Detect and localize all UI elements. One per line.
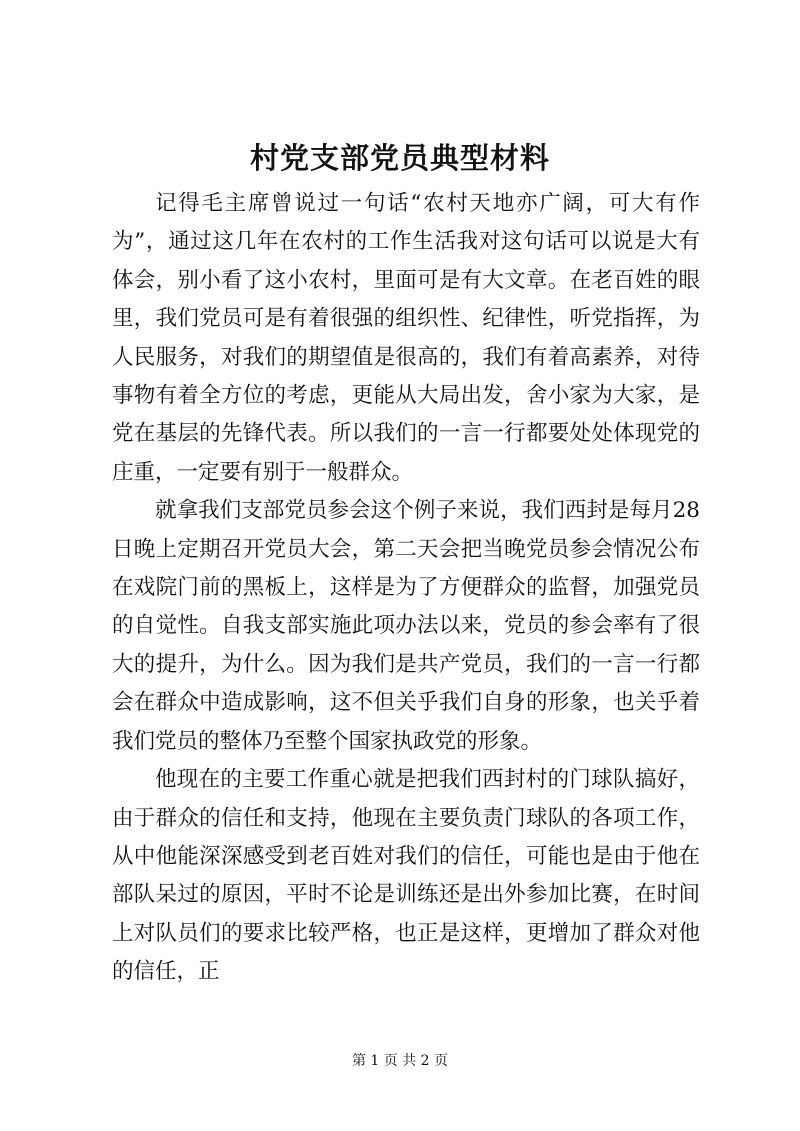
page-footer: 第 1 页 共 2 页 xyxy=(351,1053,449,1069)
paragraph-3: 他现在的主要工作重心就是把我们西封村的门球队搞好，由于群众的信任和支持，他现在主要负责门球队的各项工作，从中他能深深感受到老百姓对我们的信任，可能也是由于他在部队呆过的原因，平时不论是训练还是出外参加比赛，在时间上对队员们的要求比较严格，也正是这样，更增加了群众对他的信任，正 xyxy=(112,767,700,985)
paragraph-2: 就拿我们支部党员参会这个例子来说，我们西封是每月28日晚上定期召开党员大会，第二天会把当晚党员参会情况公布在戏院门前的黑板上，这样是为了方便群众的监督，加强党员的自觉性。自我支部实施此项办法以来，党员的参会率有了很大的提升，为什么。因为我们是共产党员，我们的一言一行都会在群众中造成影响，这不但关乎我们自身的形象，也关乎着我们党员的整体乃至整个国家执政党的形象。 xyxy=(112,498,700,754)
paragraph-1: 记得毛主席曾说过一句话“农村天地亦广阔，可大有作为”，通过这几年在农村的工作生活我对这句话可以说是大有体会，别小看了这小农村，里面可是有大文章。在老百姓的眼里，我们党员可是有着很强的组织性、纪律性，听党指挥，为人民服务，对我们的期望值是很高的，我们有着高素养，对待事物有着全方位的考虑，更能从大局出发，舍小家为大家，是党在基层的先锋代表。所以我们的一言一行都要处处体现党的庄重，一定要有别于一般群众。 xyxy=(112,191,700,485)
document-title: 村党支部党员典型材料 xyxy=(249,141,550,175)
document-body xyxy=(112,185,700,992)
